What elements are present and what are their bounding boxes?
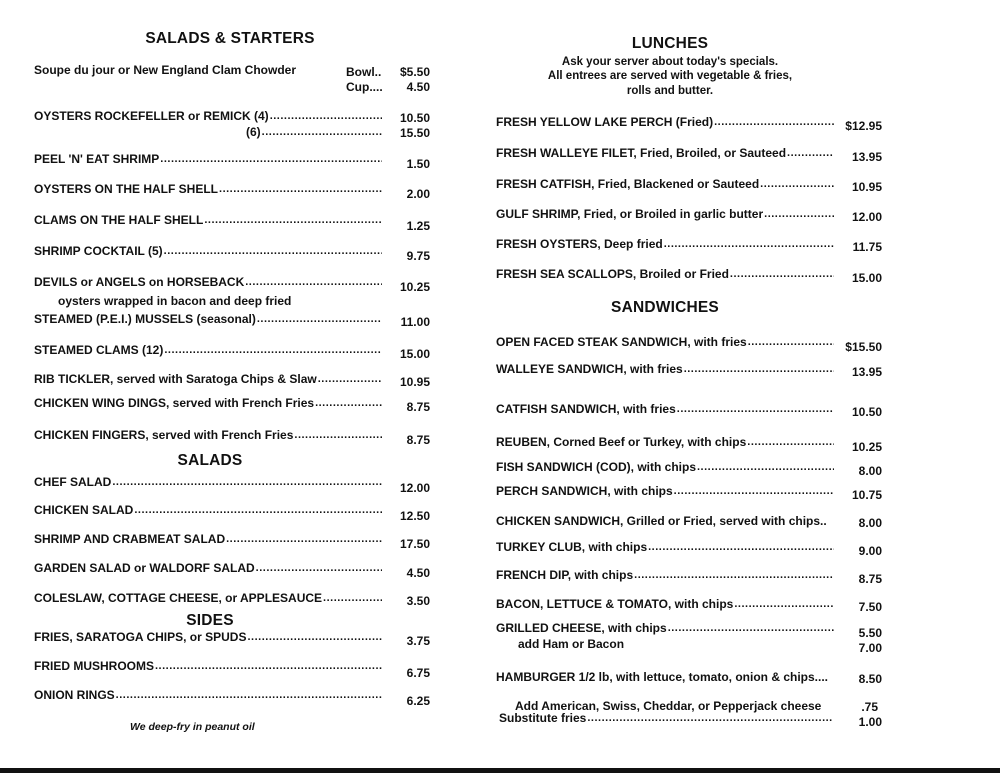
peel-eat-shrimp-price: 1.50	[406, 157, 430, 171]
salads-heading: SALADS	[177, 452, 243, 469]
walleye-sandwich-price: 13.95	[851, 365, 882, 379]
shrimp-crabmeat-salad-price: 17.50	[399, 537, 430, 551]
item-name: FRESH OYSTERS, Deep fried	[496, 237, 663, 251]
garden-salad-item	[34, 560, 382, 576]
catfish-sandwich-price: 10.50	[851, 405, 882, 419]
shrimp-cocktail-item	[34, 243, 382, 259]
walleye-filet-price: 13.95	[851, 150, 882, 164]
item-name: CHICKEN WING DINGS, served with French Fries	[34, 396, 315, 410]
soup-cup-label: Cup....	[346, 80, 383, 94]
hamburger-item: HAMBURGER 1/2 lb, with lettuce, tomato, onion & chips....	[496, 670, 829, 684]
fresh-oysters-price: 11.75	[852, 240, 882, 254]
turkey-club-price: 9.00	[858, 544, 882, 558]
gulf-shrimp-item	[496, 206, 834, 222]
item-name: CHEF SALAD	[34, 475, 112, 489]
yellow-lake-perch-price: $12.95	[845, 119, 882, 133]
gulf-shrimp-price: 12.00	[851, 210, 882, 224]
sea-scallops-price: 15.00	[851, 271, 882, 285]
item-name: CHICKEN SALAD	[34, 503, 134, 517]
devils-angels-description: oysters wrapped in bacon and deep fried	[58, 294, 292, 308]
soup-cup-price: 4.50	[406, 80, 430, 94]
perch-sandwich-item	[496, 483, 834, 499]
item-name: STEAMED CLAMS (12)	[34, 343, 164, 357]
turkey-club-item	[496, 539, 834, 555]
fries-item	[34, 629, 382, 645]
chicken-wing-dings-item	[34, 395, 382, 411]
catfish-item	[496, 176, 834, 192]
item-name: SHRIMP AND CRABMEAT SALAD	[34, 532, 226, 546]
oysters-rockefeller-six-item	[246, 124, 382, 140]
rib-tickler-price: 10.95	[399, 375, 430, 389]
item-name: CLAMS ON THE HALF SHELL	[34, 213, 204, 227]
item-name: OPEN FACED STEAK SANDWICH, with fries	[496, 335, 747, 349]
steamed-clams-price: 15.00	[399, 347, 430, 361]
french-dip-price: 8.75	[858, 572, 882, 586]
fries-price: 3.75	[406, 634, 430, 648]
chef-salad-price: 12.00	[399, 481, 430, 495]
item-name: DEVILS or ANGELS on HORSEBACK	[34, 275, 245, 289]
fried-mushrooms-item	[34, 658, 382, 674]
coleslaw-price: 3.50	[406, 594, 430, 608]
substitute-fries-price: 1.00	[858, 715, 882, 729]
walleye-filet-item	[496, 145, 834, 161]
oysters-half-shell-price: 2.00	[406, 187, 430, 201]
fish-sandwich-price: 8.00	[858, 464, 882, 478]
item-name: CATFISH SANDWICH, with fries	[496, 402, 676, 416]
chicken-salad-price: 12.50	[399, 509, 430, 523]
oysters-rockefeller-six-price: 15.50	[399, 126, 430, 140]
grilled-cheese-add-on: add Ham or Bacon	[518, 637, 625, 651]
chicken-salad-item	[34, 502, 382, 518]
item-name: FRENCH DIP, with chips	[496, 568, 634, 582]
item-name: FRIES, SARATOGA CHIPS, or SPUDS	[34, 630, 247, 644]
soup-bowl-price: $5.50	[399, 65, 430, 79]
reuben-item	[496, 434, 834, 450]
item-name: FRESH CATFISH, Fried, Blackened or Sauteed	[496, 177, 760, 191]
chef-salad-item	[34, 474, 382, 490]
grilled-cheese-price: 5.50	[858, 626, 882, 640]
substitute-fries-item	[499, 710, 833, 726]
item-name: STEAMED (P.E.I.) MUSSELS (seasonal)	[34, 312, 256, 326]
shrimp-crabmeat-salad-item	[34, 531, 382, 547]
sandwiches-heading: SANDWICHES	[611, 299, 719, 316]
steamed-mussels-price: 11.00	[400, 315, 430, 329]
chicken-wing-dings-price: 8.75	[406, 400, 430, 414]
item-name: GARDEN SALAD or WALDORF SALAD	[34, 561, 255, 575]
item-name: GULF SHRIMP, Fried, or Broiled in garlic butter	[496, 207, 764, 221]
item-name: FRESH WALLEYE FILET, Fried, Broiled, or Sauteed	[496, 146, 787, 160]
cheese-add-on-price: .75	[861, 700, 878, 714]
soup-bowl-label: Bowl..	[346, 65, 382, 79]
fresh-oysters-item	[496, 236, 834, 252]
fish-sandwich-item	[496, 459, 834, 475]
steamed-mussels-item	[34, 311, 382, 327]
item-name: ONION RINGS	[34, 688, 115, 702]
item-name: WALLEYE SANDWICH, with fries	[496, 362, 683, 376]
item-name: RIB TICKLER, served with Saratoga Chips & Slaw	[34, 372, 317, 386]
item-name: TURKEY CLUB, with chips	[496, 540, 648, 554]
devils-angels-item	[34, 274, 382, 290]
garden-salad-price: 4.50	[406, 566, 430, 580]
item-name: PEEL 'N' EAT SHRIMP	[34, 152, 160, 166]
clams-half-shell-price: 1.25	[406, 219, 430, 233]
item-name: OYSTERS ROCKEFELLER or REMICK (4)	[34, 109, 269, 123]
coleslaw-item	[34, 590, 382, 606]
grilled-cheese-item	[496, 620, 834, 636]
item-name: OYSTERS ON THE HALF SHELL	[34, 182, 219, 196]
oysters-rockefeller-item	[34, 108, 382, 124]
lunches-subtitle-3: rolls and butter.	[626, 85, 714, 97]
item-name: FRESH SEA SCALLOPS, Broiled or Fried	[496, 267, 729, 281]
chicken-fingers-price: 8.75	[406, 433, 430, 447]
onion-rings-item	[34, 687, 382, 703]
chicken-sandwich-price: 8.00	[858, 516, 882, 530]
peel-eat-shrimp-item	[34, 151, 382, 167]
onion-rings-price: 6.25	[406, 694, 430, 708]
peanut-oil-footnote: We deep-fry in peanut oil	[130, 721, 255, 733]
french-dip-item	[496, 567, 834, 583]
grilled-cheese-add-on-price: 7.00	[858, 641, 882, 655]
chicken-sandwich-item: CHICKEN SANDWICH, Grilled or Fried, served with chips..	[496, 514, 827, 528]
sides-heading: SIDES	[186, 612, 234, 629]
perch-sandwich-price: 10.75	[851, 488, 882, 502]
blt-item	[496, 596, 834, 612]
item-name: PERCH SANDWICH, with chips	[496, 484, 673, 498]
lunches-heading: LUNCHES	[631, 35, 709, 52]
catfish-sandwich-item	[496, 401, 834, 417]
item-name: (6)	[246, 125, 261, 139]
reuben-price: 10.25	[851, 440, 882, 454]
item-name: BACON, LETTUCE & TOMATO, with chips	[496, 597, 734, 611]
clams-half-shell-item	[34, 212, 382, 228]
steamed-clams-item	[34, 342, 382, 358]
item-name: GRILLED CHEESE, with chips	[496, 621, 667, 635]
cheese-add-on: Add American, Swiss, Cheddar, or Pepperjack cheese	[515, 699, 822, 713]
shrimp-cocktail-price: 9.75	[406, 249, 430, 263]
sea-scallops-item	[496, 266, 834, 282]
steak-sandwich-item	[496, 334, 834, 350]
item-name: Substitute fries	[499, 711, 587, 725]
item-name: FRIED MUSHROOMS	[34, 659, 154, 673]
item-name: FISH SANDWICH (COD), with chips	[496, 460, 696, 474]
lunches-subtitle-1: Ask your server about today's specials.	[561, 56, 779, 68]
yellow-lake-perch-item	[496, 114, 834, 130]
item-name: FRESH YELLOW LAKE PERCH (Fried)	[496, 115, 714, 129]
oysters-rockefeller-price: 10.50	[399, 111, 430, 125]
rib-tickler-item	[34, 371, 382, 387]
bottom-border	[0, 768, 1000, 773]
salads-starters-heading: SALADS & STARTERS	[145, 30, 315, 47]
catfish-price: 10.95	[851, 180, 882, 194]
fried-mushrooms-price: 6.75	[406, 666, 430, 680]
hamburger-price: 8.50	[858, 672, 882, 686]
oysters-half-shell-item	[34, 181, 382, 197]
chicken-fingers-item	[34, 427, 382, 443]
blt-price: 7.50	[858, 600, 882, 614]
item-name: SHRIMP COCKTAIL (5)	[34, 244, 163, 258]
item-name: CHICKEN FINGERS, served with French Fries	[34, 428, 294, 442]
item-name: REUBEN, Corned Beef or Turkey, with chips	[496, 435, 747, 449]
devils-angels-price: 10.25	[399, 280, 430, 294]
steak-sandwich-price: $15.50	[845, 340, 882, 354]
soup-item: Soupe du jour or New England Clam Chowder	[34, 63, 297, 77]
item-name: COLESLAW, COTTAGE CHEESE, or APPLESAUCE	[34, 591, 323, 605]
lunches-subtitle-2: All entrees are served with vegetable & fries,	[547, 70, 793, 82]
walleye-sandwich-item	[496, 361, 834, 377]
